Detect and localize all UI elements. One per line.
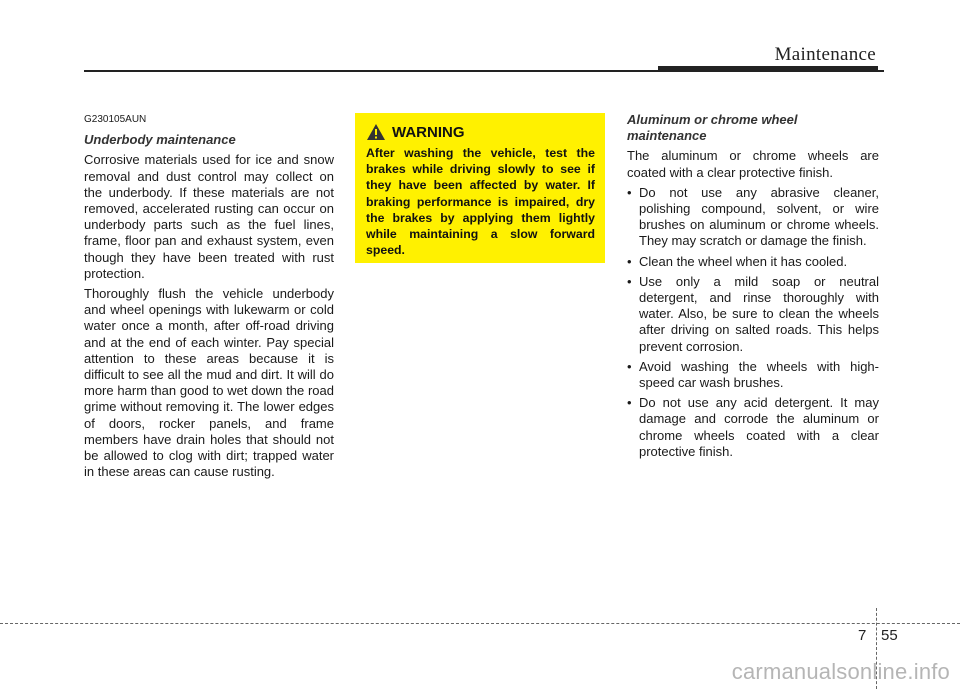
watermark: carmanualsonline.info: [731, 659, 950, 684]
warning-header: [366, 123, 595, 141]
wheel-maintenance-heading: Aluminum or chrome wheel maintenance: [627, 112, 798, 144]
section-code: G230105AUN: [84, 114, 147, 125]
underbody-paragraph-2: Thoroughly flush the vehicle underbody and wheel openings with lukewarm or cold water once a month, after off-road driving and at the end of each winter. Pay special attention to these areas because it is difficult to see all the mud and dirt. It will do more harm than good to wet down the road grime without removing it. The lower edges of doors, rocker panels, and frame members have drain holes that should not be allowed to clog with dirt; trapped water in these areas can cause rusting.: [84, 286, 334, 480]
right-column: [627, 112, 879, 464]
page-number: 55: [881, 627, 898, 644]
warning-triangle-icon: [366, 123, 386, 141]
header-rule-accent: [658, 66, 878, 72]
list-item: • Avoid washing the wheels with high-speed car wash brushes.: [627, 359, 879, 391]
warning-box: [355, 113, 605, 263]
list-item: • Do not use any acid detergent. It may damage and corrode the aluminum or chrome wheels coated with a clear protective finish.: [627, 395, 879, 460]
list-item: • Do not use any abrasive cleaner, polishing compound, solvent, or wire brushes on aluminum or chrome wheels. They may scratch or damage the finish.: [627, 185, 879, 250]
left-column: [84, 112, 334, 484]
warning-title: WARNING: [392, 123, 465, 141]
underbody-paragraph-1: Corrosive materials used for ice and snow removal and dust control may collect on the underbody. If these materials are not removed, accelerated rusting can occur on underbody parts such as the fuel lines, frame, floor pan and exhaust system, even though they have been treated with rust protection.: [84, 152, 334, 281]
wheel-intro: The aluminum or chrome wheels are coated with a clear protective finish.: [627, 148, 879, 180]
list-item: • Use only a mild soap or neutral detergent, and rinse thoroughly with water. Also, be sure to clean the wheels after driving on salted roads. This helps prevent corrosion.: [627, 274, 879, 355]
wheel-care-list: [627, 185, 879, 460]
underbody-heading: Underbody maintenance: [84, 132, 236, 148]
footer-divider: [0, 623, 960, 624]
list-item: • Clean the wheel when it has cooled.: [627, 254, 879, 270]
warning-text: After washing the vehicle, test the brakes while driving slowly to see if they have been affected by water. If braking performance is impaired, dry the brakes by applying them lightly while maintaining a slow forward speed.: [366, 146, 595, 258]
section-title: Maintenance: [774, 44, 876, 65]
chapter-number: 7: [858, 627, 867, 644]
